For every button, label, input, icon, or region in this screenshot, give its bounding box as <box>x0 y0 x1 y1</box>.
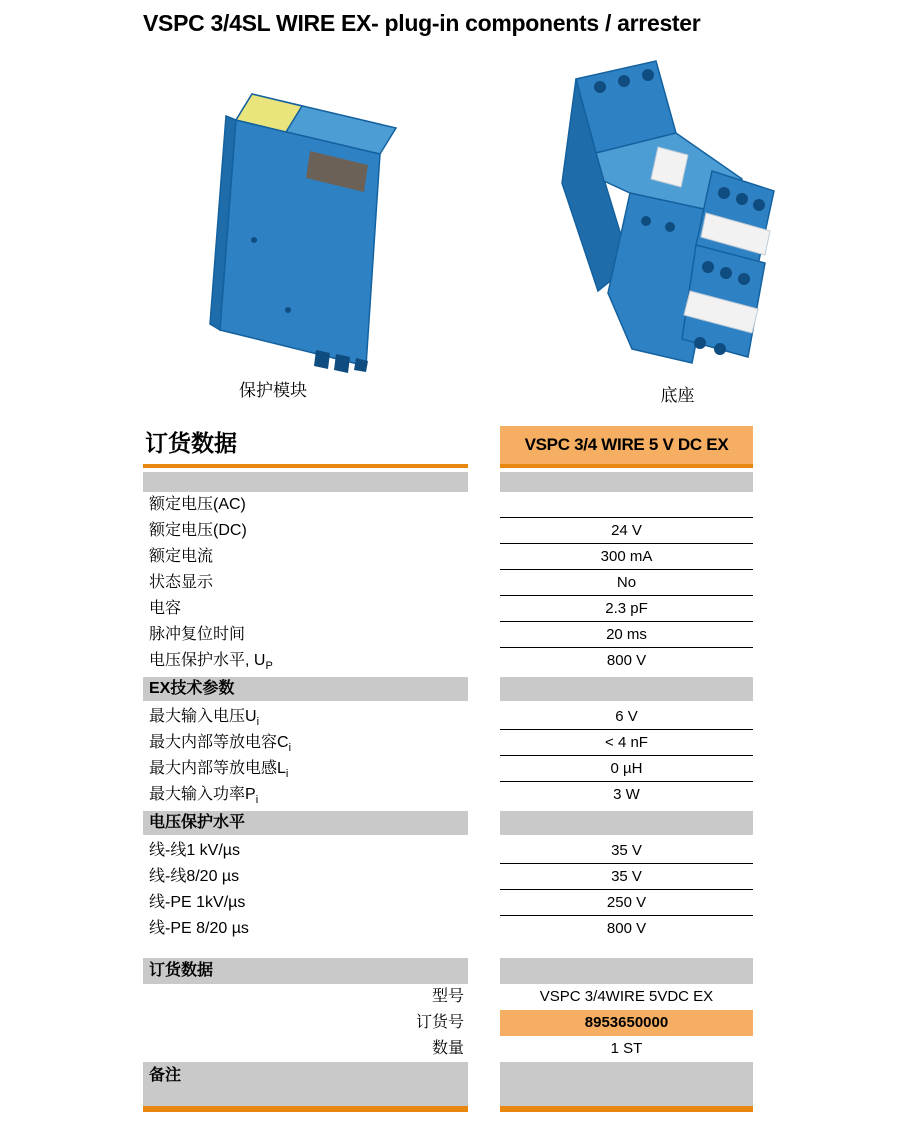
spec-value: 6 V <box>500 704 753 730</box>
section-header-label: 订货数据 <box>149 962 214 979</box>
spec-label: 额定电流 <box>149 548 214 565</box>
order-label: 型号 <box>431 988 464 1005</box>
spec-row <box>143 916 753 942</box>
spec-label: 最大内部等放电容$C_i$ <box>149 734 292 755</box>
spec-value: 2.3 pF <box>500 596 753 622</box>
spec-label: 最大输入功率$P_i$ <box>149 786 259 807</box>
spec-value: 20 ms <box>500 622 753 648</box>
header-gray-bar <box>143 472 753 492</box>
spec-row <box>143 756 753 782</box>
spec-label: 电容 <box>149 600 182 617</box>
spec-row <box>143 570 753 596</box>
spec-label: 状态显示 <box>149 574 214 591</box>
spec-value: 800 V <box>606 652 647 669</box>
section-header-ex <box>143 677 753 701</box>
spec-label: 线-PE 8/20 µs <box>149 920 249 937</box>
spec-row <box>143 730 753 756</box>
page-title: VSPC 3/4SL WIRE EX- plug-in components / arrester <box>143 10 701 36</box>
spec-label: 最大内部等放电感$L_i$ <box>149 760 289 781</box>
order-row-number <box>143 1010 753 1036</box>
spec-row <box>143 864 753 890</box>
spec-row <box>143 648 753 674</box>
spec-row <box>143 518 753 544</box>
spec-row <box>143 596 753 622</box>
order-row-quantity <box>143 1036 753 1062</box>
spec-label: 脉冲复位时间 <box>149 626 246 643</box>
section-header-label: 电压保护水平 <box>149 814 246 831</box>
spec-value <box>500 492 753 518</box>
spec-value: 3 W <box>613 786 640 803</box>
footer-orange-bar <box>143 1106 753 1112</box>
spec-label: 线-线1 kV/µs <box>149 842 241 859</box>
base-illustration <box>480 53 800 375</box>
spec-value: 35 V <box>500 838 753 864</box>
section-header-notes <box>143 1062 753 1106</box>
order-quantity: 1 ST <box>610 1040 643 1057</box>
order-label: 订货号 <box>415 1014 464 1031</box>
spec-row <box>143 782 753 808</box>
spec-row <box>143 544 753 570</box>
spec-label: 线-线8/20 µs <box>149 868 240 885</box>
type-designation: VSPC 3/4WIRE 5VDC EX <box>539 988 714 1005</box>
spec-value: 250 V <box>500 890 753 916</box>
spec-value: < 4 nF <box>500 730 753 756</box>
module-photo <box>168 58 443 373</box>
spec-table <box>143 418 753 1112</box>
product-variant-header: VSPC 3/4 WIRE 5 V DC EX <box>500 426 753 468</box>
spec-row <box>143 838 753 864</box>
spec-value: 35 V <box>500 864 753 890</box>
spec-row <box>143 704 753 730</box>
spec-value: 24 V <box>500 518 753 544</box>
section-header-label: EX技术参数 <box>149 680 235 697</box>
spec-value: 800 V <box>606 920 647 937</box>
section-header-label: 备注 <box>149 1067 182 1084</box>
table-header-row <box>143 418 753 468</box>
spec-row <box>143 890 753 916</box>
spec-row <box>143 622 753 648</box>
ordering-data-heading: 订货数据 <box>145 430 237 456</box>
base-photo <box>480 53 800 375</box>
spec-label: 最大输入电压$U_i$ <box>149 708 260 729</box>
section-header-voltage <box>143 811 753 835</box>
order-number-badge: 8953650000 <box>500 1010 753 1036</box>
base-caption: 底座 <box>660 386 695 405</box>
spec-row <box>143 492 753 518</box>
order-row-type <box>143 984 753 1010</box>
order-label: 数量 <box>431 1040 464 1057</box>
spec-label: 电压保护水平, $U_P$ <box>149 652 273 673</box>
spec-label: 线-PE 1kV/µs <box>149 894 246 911</box>
section-header-ordering <box>143 958 753 984</box>
module-illustration <box>168 58 443 373</box>
spec-value: 300 mA <box>500 544 753 570</box>
spec-label: 额定电压(DC) <box>149 522 247 539</box>
spec-value: 0 µH <box>500 756 753 782</box>
spec-label: 额定电压(AC) <box>149 496 246 513</box>
spec-value: No <box>500 570 753 596</box>
module-caption: 保护模块 <box>239 381 307 400</box>
